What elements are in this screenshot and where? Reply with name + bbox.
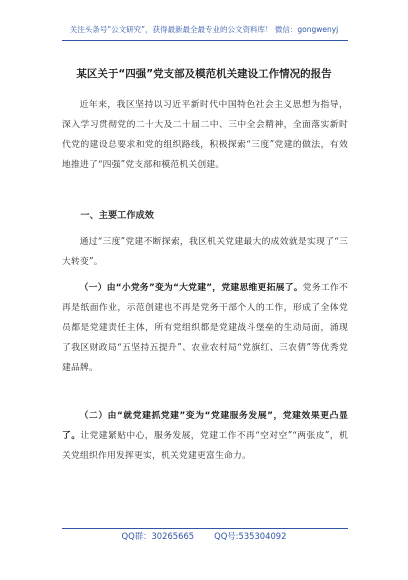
- section-summary-paragraph: 通过“三度”党建不断探索，我区机关党建最大的成效就是实现了“三大转变”。: [62, 237, 348, 267]
- qq-group-text: QQ群：30265665: [121, 531, 195, 541]
- header-divider: [62, 40, 348, 41]
- promo-banner: 关注头条号“公文研究”，获得最新最全最专业的公文资料库！ 微信：gongwenyj: [69, 25, 339, 34]
- item-two-heading: （二）由“就党建抓党建”变为“党建服务发展”，党建效果更凸显了。: [62, 411, 348, 441]
- document-title: 某区关于“四强”党支部及模范机关建设工作情况的报告: [76, 68, 332, 80]
- qq-number-text: QQ号:535304092: [214, 531, 287, 541]
- item-two-text: 让党建紧贴中心，服务发展，党建工作不再“空对空”“两张皮”，机关党组织作用发挥更实，机关党建更富生命力。: [62, 431, 348, 461]
- item-two-paragraph: [62, 406, 348, 466]
- item-one-text: 党务工作不再是纸面作业，示范创建也不再是党务干部个人的工作，形成了全体党员都是党建责任主体，所有党组织都是党建战斗堡垒的生动局面，涌现了我区财政局“五坚持五提升”、农业农村局“党旗红、三农倩”等优秀党建品牌。: [62, 283, 348, 373]
- section-heading-results: 一、主要工作成效: [80, 210, 154, 221]
- item-one-paragraph: [62, 278, 348, 378]
- footer-contacts: [0, 530, 408, 542]
- intro-paragraph: 近年来，我区坚持以习近平新时代中国特色社会主义思想为指导，深入学习贯彻党的二十大及二十届二中、三中全会精神，全面落实新时代党的建设总要求和党的组织路线，积极探索“三度”党建的做法，有效地推进了“四强”党支部和模范机关创建。: [62, 100, 348, 170]
- item-one-heading: （一）由“小党务”变为“大党建”，党建思维更拓展了。: [79, 283, 303, 293]
- footer-divider: [62, 528, 348, 529]
